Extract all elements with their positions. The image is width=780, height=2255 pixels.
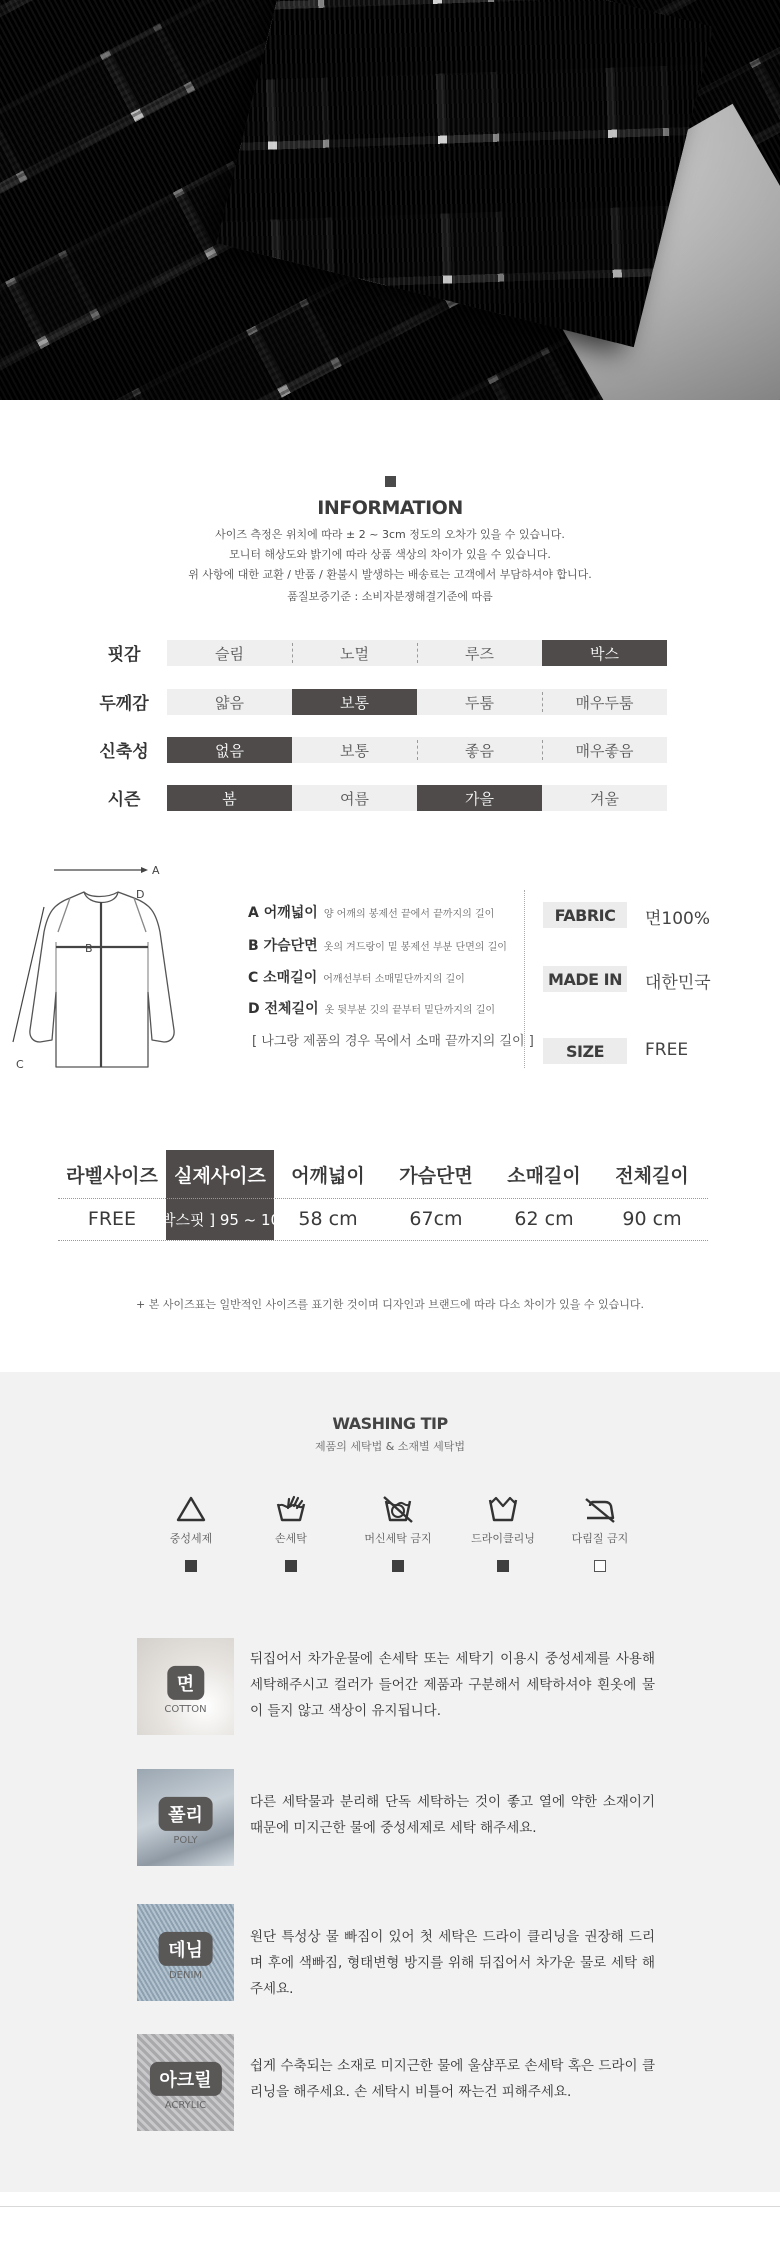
wash-label: 드라이클리닝 bbox=[471, 1532, 535, 1545]
table-cell: 62 cm bbox=[514, 1208, 574, 1230]
neutral-detergent-icon bbox=[174, 1494, 208, 1524]
fabric-english: COTTON bbox=[164, 1704, 207, 1715]
dimension-b bbox=[248, 935, 507, 955]
wash-item bbox=[353, 1494, 443, 1572]
rating-option: 매우좋음 bbox=[542, 737, 667, 763]
hand-wash-icon bbox=[274, 1494, 308, 1524]
rating-label-thickness: 두께감 bbox=[99, 694, 149, 714]
no-iron-icon bbox=[583, 1494, 617, 1524]
info-note: 모니터 해상도와 밝기에 따라 상품 색상의 차이가 있을 수 있습니다. bbox=[229, 548, 551, 561]
rating-row-stretch bbox=[167, 737, 667, 763]
washing-title: WASHING TIP bbox=[332, 1414, 448, 1433]
fabric-name: 면 bbox=[167, 1665, 204, 1699]
table-cell: 67cm bbox=[409, 1208, 463, 1230]
rating-option: 가을 bbox=[417, 785, 542, 811]
spec-key-size: SIZE bbox=[543, 1038, 627, 1064]
dry-clean-icon bbox=[486, 1494, 520, 1524]
header-cell: 실제사이즈 bbox=[166, 1150, 274, 1198]
dimension-key: C 소매길이 bbox=[248, 970, 318, 986]
fabric-thumb-denim bbox=[137, 1904, 234, 2001]
wash-label: 중성세제 bbox=[169, 1532, 213, 1545]
marker-b: B bbox=[85, 942, 93, 955]
rating-row-fit bbox=[167, 640, 667, 666]
rating-option: 루즈 bbox=[417, 640, 542, 666]
spec-key-made-in: MADE IN bbox=[543, 966, 627, 992]
rating-row-season bbox=[167, 785, 667, 811]
wash-item bbox=[246, 1494, 336, 1572]
fabric-care-text: 원단 특성상 물 빠짐이 있어 첫 세탁은 드라이 클리닝을 권장해 드리며 후에 색빠짐, 형태변형 방지를 위해 뒤집어서 차가운 물로 세탁 해주세요. bbox=[250, 1929, 655, 1997]
wash-label: 손세탁 bbox=[275, 1532, 307, 1545]
fabric-care-text: 쉽게 수축되는 소재로 미지근한 물에 울샴푸로 손세탁 혹은 드라이 클리닝을 해주세요. 손 세탁시 비틀어 짜는건 피해주세요. bbox=[250, 2058, 655, 2100]
rating-option: 봄 bbox=[167, 785, 292, 811]
wash-item bbox=[146, 1494, 236, 1572]
header-cell: 어깨넓이 bbox=[291, 1164, 365, 1187]
info-note: 사이즈 측정은 위치에 따라 ± 2 ~ 3cm 정도의 오차가 있을 수 있습니다. bbox=[215, 528, 565, 541]
spec-value-size: FREE bbox=[645, 1040, 689, 1060]
wash-check bbox=[392, 1560, 404, 1572]
marker-c: C bbox=[16, 1058, 24, 1071]
rating-label-fit: 핏감 bbox=[107, 645, 141, 665]
fabric-name: 폴리 bbox=[158, 1796, 213, 1830]
spec-value-made-in: 대한민국 bbox=[645, 973, 711, 993]
raglan-note: [ 나그랑 제품의 경우 목에서 소매 끝까지의 길이 ] bbox=[252, 1034, 534, 1049]
wash-check bbox=[185, 1560, 197, 1572]
fabric-thumb-acrylic bbox=[137, 2034, 234, 2131]
fabric-thumb-cotton bbox=[137, 1638, 234, 1735]
marker-d: D bbox=[136, 888, 145, 901]
wash-check bbox=[285, 1560, 297, 1572]
table-cell: 58 cm bbox=[298, 1208, 358, 1230]
rating-option: 여름 bbox=[340, 789, 369, 808]
rating-option: 좋음 bbox=[417, 737, 542, 763]
rating-option: 두툼 bbox=[465, 693, 494, 712]
table-cell: [ 박스핏 ] 95 ~ 100 bbox=[166, 1198, 274, 1240]
information-title: INFORMATION bbox=[317, 497, 463, 519]
wash-item bbox=[458, 1494, 548, 1572]
info-note: 품질보증기준 : 소비자분쟁해결기준에 따름 bbox=[287, 590, 493, 603]
fabric-name: 아크릴 bbox=[149, 2061, 221, 2095]
rating-option: 없음 bbox=[167, 737, 292, 763]
fabric-name: 데님 bbox=[158, 1931, 213, 1965]
spec-key-fabric: FABRIC bbox=[543, 902, 627, 928]
no-machine-wash-icon bbox=[381, 1494, 415, 1524]
photo-vignette bbox=[0, 0, 780, 400]
fabric-thumb-poly bbox=[137, 1769, 234, 1866]
size-table-header bbox=[58, 1150, 708, 1198]
rating-option: 슬림 bbox=[215, 644, 244, 663]
dimension-desc: 옷의 겨드랑이 밑 봉제선 부분 단면의 길이 bbox=[323, 942, 507, 953]
fabric-photo bbox=[0, 0, 780, 400]
fabric-english: POLY bbox=[173, 1835, 198, 1846]
rating-option: 보통 bbox=[292, 689, 417, 715]
collar-line bbox=[84, 892, 118, 903]
rating-label-stretch: 신축성 bbox=[99, 742, 149, 762]
table-cell: FREE bbox=[87, 1208, 137, 1230]
rating-option: 얇음 bbox=[215, 693, 244, 712]
dimension-a bbox=[248, 902, 494, 922]
dimension-key: B 가슴단면 bbox=[248, 938, 318, 954]
dimension-c bbox=[248, 967, 465, 987]
wash-label: 머신세탁 금지 bbox=[364, 1532, 432, 1545]
marker-a: A bbox=[152, 864, 160, 877]
rating-option: 노멀 bbox=[292, 640, 417, 666]
sleeve-line-c bbox=[13, 907, 44, 1042]
rating-label-season: 시즌 bbox=[107, 790, 141, 810]
dimension-d bbox=[248, 998, 495, 1018]
fabric-english: ACRYLIC bbox=[164, 2100, 207, 2111]
table-cell: 90 cm bbox=[622, 1208, 682, 1230]
rating-row-thickness bbox=[167, 689, 667, 715]
wash-item bbox=[555, 1494, 645, 1572]
size-footnote: + 본 사이즈표는 일반적인 사이즈를 표기한 것이며 디자인과 브랜드에 따라 다소 차이가 있을 수 있습니다. bbox=[136, 1298, 644, 1311]
bottom-divider bbox=[0, 2206, 780, 2207]
spec-value-fabric: 면100% bbox=[645, 909, 711, 929]
dimension-key: D 전체길이 bbox=[248, 1001, 319, 1017]
header-cell: 라벨사이즈 bbox=[66, 1164, 158, 1187]
rating-option: 박스 bbox=[542, 640, 667, 666]
header-cell: 소매길이 bbox=[507, 1164, 581, 1187]
fabric-care-text: 뒤집어서 차가운물에 손세탁 또는 세탁기 이용시 중성세제를 사용해 세탁해주시고 컬러가 들어간 제품과 구분해서 세탁하셔야 흰옷에 물이 들지 않고 색상이 유지됩니다. bbox=[250, 1651, 655, 1719]
wash-check-empty bbox=[594, 1560, 606, 1572]
rating-option: 매우두툼 bbox=[542, 689, 667, 715]
rating-option: 보통 bbox=[340, 741, 369, 760]
size-table bbox=[58, 1150, 708, 1241]
rating-option: 겨울 bbox=[590, 789, 619, 808]
fabric-care-text: 다른 세탁물과 분리해 단독 세탁하는 것이 좋고 열에 약한 소재이기 때문에 미지근한 물에 중성세제로 세탁 해주세요. bbox=[250, 1794, 655, 1836]
section-marker bbox=[385, 476, 396, 487]
info-note: 위 사항에 대한 교환 / 반품 / 환불시 발생하는 배송료는 고객에서 부담하셔야 합니다. bbox=[188, 568, 592, 581]
header-cell: 가슴단면 bbox=[399, 1164, 473, 1187]
table-divider bbox=[58, 1198, 708, 1199]
dimension-desc: 어깨선부터 소매밑단까지의 길이 bbox=[323, 974, 465, 985]
dimension-desc: 옷 뒷부분 깃의 끝부터 밑단까지의 길이 bbox=[324, 1005, 496, 1016]
garment-diagram bbox=[8, 862, 236, 1082]
spec-divider bbox=[524, 890, 525, 1068]
fabric-english: DENIM bbox=[168, 1970, 203, 1981]
washing-subtitle: 제품의 세탁법 & 소재별 세탁법 bbox=[314, 1440, 466, 1453]
dimension-key: A 어깨넓이 bbox=[248, 905, 318, 921]
dimension-desc: 양 어깨의 봉제선 끝에서 끝까지의 길이 bbox=[323, 909, 495, 920]
table-row bbox=[58, 1198, 708, 1241]
wash-label: 다림질 금지 bbox=[571, 1532, 629, 1545]
wash-check bbox=[497, 1560, 509, 1572]
header-cell: 전체길이 bbox=[615, 1164, 689, 1187]
